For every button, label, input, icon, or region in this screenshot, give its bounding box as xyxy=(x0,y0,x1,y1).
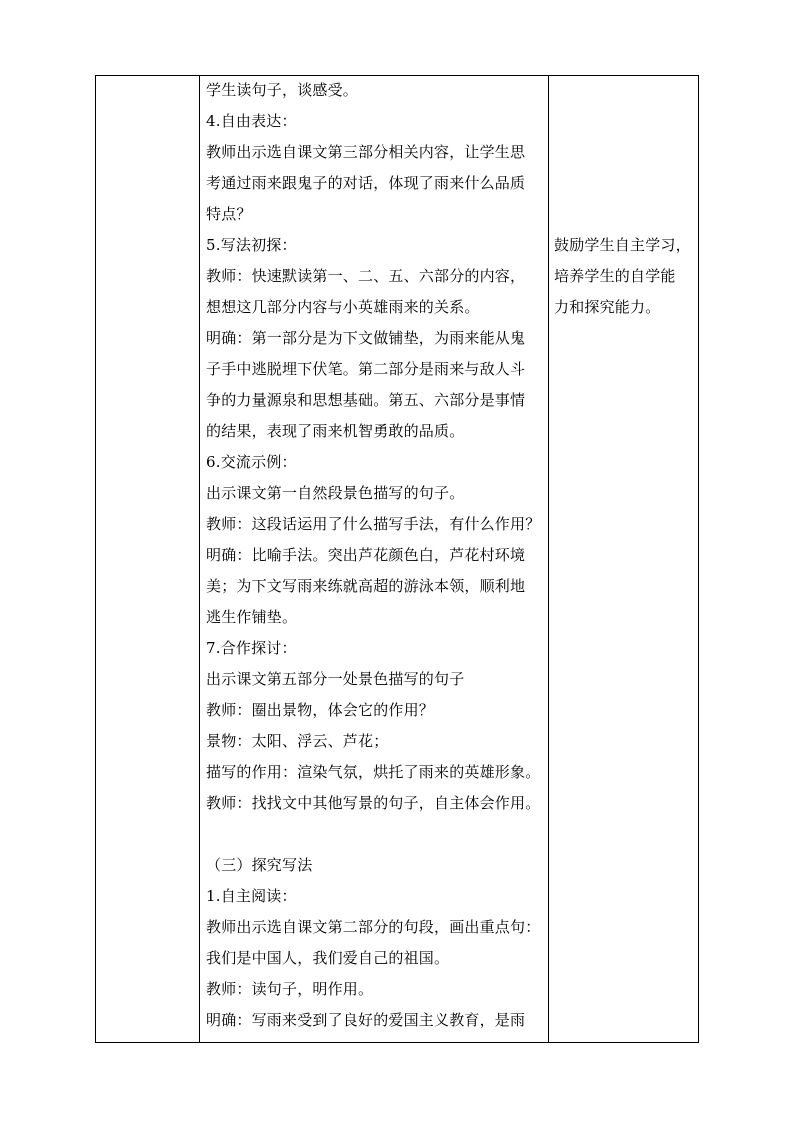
text-line: 出示课文第一自然段景色描写的句子。 xyxy=(206,484,465,502)
section-heading: 5.写法初探： xyxy=(206,236,297,254)
column-divider-left xyxy=(199,76,200,1042)
text-line: 描写的作用：渲染气氛，烘托了雨来的英雄形象。 xyxy=(206,763,541,781)
section-heading: 7.合作探讨： xyxy=(206,639,297,657)
text-line: 明确：写雨来受到了良好的爱国主义教育，是雨 xyxy=(206,1011,526,1029)
section-heading: 4.自由表达： xyxy=(206,112,297,130)
text-line: 鼓励学生自主学习， xyxy=(554,236,691,254)
text-line: 景物：太阳、浮云、芦花； xyxy=(206,732,389,750)
text-line: 教师：圈出景物，体会它的作用？ xyxy=(206,701,435,719)
text-line: 美；为下文写雨来练就高超的游泳本领，顺利地 xyxy=(206,577,526,595)
column-divider-right xyxy=(548,76,549,1042)
text-line: 教师出示选自课文第二部分的句段，画出重点句： xyxy=(206,918,541,936)
text-line: 逃生作铺垫。 xyxy=(206,608,298,626)
text-line: 教师出示选自课文第三部分相关内容，让学生思 xyxy=(206,143,526,161)
teaching-process-cell xyxy=(206,75,546,1036)
text-line: 力和探究能力。 xyxy=(554,298,661,316)
text-line: 争的力量源泉和思想基础。第五、六部分是事情 xyxy=(206,391,526,409)
text-line: 明确：比喻手法。突出芦花颜色白，芦花村环境 xyxy=(206,546,526,564)
text-line: 学生读句子，谈感受。 xyxy=(206,81,359,99)
text-line: 教师：这段话运用了什么描写手法，有什么作用？ xyxy=(206,515,541,533)
text-line: 我们是中国人，我们爱自己的祖国。 xyxy=(206,949,450,967)
text-line: 教师：读句子，明作用。 xyxy=(206,980,374,998)
text-line: 出示课文第五部分一处景色描写的句子 xyxy=(206,670,465,688)
text-line: 明确：第一部分是为下文做铺垫，为雨来能从鬼 xyxy=(206,329,526,347)
section-heading: 6.交流示例： xyxy=(206,453,297,471)
text-line: 教师：快速默读第一、二、五、六部分的内容， xyxy=(206,267,526,285)
text-line: 考通过雨来跟鬼子的对话，体现了雨来什么品质 xyxy=(206,174,526,192)
section-heading: 1.自主阅读： xyxy=(206,887,297,905)
text-line: 想想这几部分内容与小英雄雨来的关系。 xyxy=(206,298,480,316)
part-heading: （三）探究写法 xyxy=(206,856,313,874)
text-line: 特点？ xyxy=(206,205,252,223)
text-line: 教师：找找文中其他写景的句子，自主体会作用。 xyxy=(206,794,541,812)
text-line: 培养学生的自学能 xyxy=(554,267,676,285)
blank-line xyxy=(206,819,546,850)
text-line: 的结果，表现了雨来机智勇敢的品质。 xyxy=(206,422,465,440)
design-intent-cell xyxy=(554,230,694,323)
text-line: 子手中逃脱埋下伏笔。第二部分是雨来与敌人斗 xyxy=(206,360,526,378)
